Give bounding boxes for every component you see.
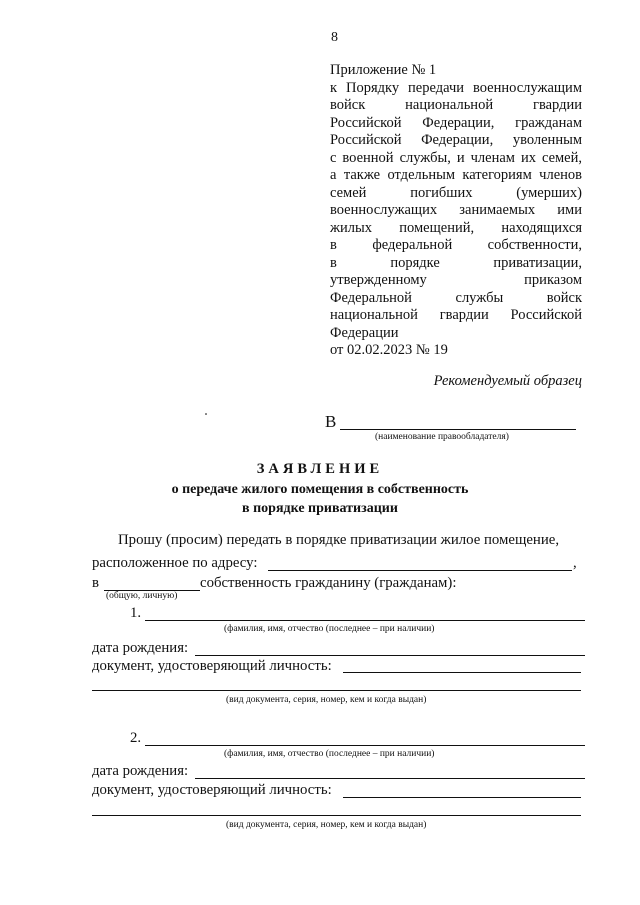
appendix-line: утвержденному приказом	[330, 272, 582, 288]
birth-date-label: дата рождения:	[92, 640, 189, 656]
fio-hint: (фамилия, имя, отчество (последнее – при наличии)	[224, 749, 435, 759]
appendix-line: Федеральной службы войск	[330, 289, 582, 306]
appendix-line: войск национальной гвардии	[330, 97, 582, 113]
birth-date-field[interactable]	[195, 778, 585, 779]
birth-date-label: дата рождения:	[92, 763, 189, 779]
appendix-line: в федеральной собственности,	[330, 237, 582, 253]
id-document-field-line2[interactable]	[92, 815, 581, 816]
id-document-hint: (вид документа, серия, номер, кем и когда выдан)	[226, 695, 427, 705]
ownership-text: собственность гражданину (гражданам):	[200, 575, 457, 591]
id-document-label: документ, удостоверяющий личность:	[92, 658, 332, 674]
document-subtitle-2: в порядке приватизации	[242, 501, 398, 516]
person-number: 1.	[130, 605, 142, 621]
recipient-field[interactable]	[340, 429, 576, 430]
appendix-line: Приложение № 1	[330, 62, 437, 78]
appendix-line: Федерации	[330, 324, 399, 341]
appendix-line: а также отдельным категориям членов	[330, 167, 582, 183]
recipient-prefix: В	[325, 412, 337, 431]
id-document-label: документ, удостоверяющий личность:	[92, 782, 332, 798]
recipient-hint: (наименование правообладателя)	[375, 432, 509, 442]
document-subtitle: о передаче жилого помещения в собственность	[171, 482, 469, 497]
appendix-line: к Порядку передачи военнослужащим	[330, 79, 582, 96]
appendix-block	[330, 62, 582, 360]
appendix-line: жилых помещений, находящихся	[330, 219, 582, 236]
id-document-hint: (вид документа, серия, номер, кем и когда выдан)	[226, 820, 427, 830]
address-label: расположенное по адресу:	[92, 555, 258, 571]
request-text: Прошу (просим) передать в порядке приватизации жилое помещение,	[118, 532, 560, 548]
fio-field[interactable]	[145, 745, 585, 746]
appendix-line: Российской Федерации, гражданам	[330, 114, 582, 131]
id-document-field[interactable]	[343, 672, 581, 673]
appendix-line: в порядке приватизации,	[330, 254, 582, 271]
address-comma: ,	[573, 555, 577, 571]
address-field[interactable]	[268, 570, 572, 571]
fio-field[interactable]	[145, 620, 585, 621]
appendix-line: с военной службы, и членам их семей,	[330, 149, 582, 166]
fio-hint: (фамилия, имя, отчество (последнее – при наличии)	[224, 624, 435, 634]
appendix-line: Российской Федерации, уволенным	[330, 132, 582, 148]
appendix-line: семей погибших (умерших)	[330, 184, 582, 201]
birth-date-field[interactable]	[195, 655, 585, 656]
page-number: 8	[331, 30, 338, 45]
appendix-line: национальной гвардии Российской	[330, 307, 582, 323]
person-number: 2.	[130, 730, 142, 746]
document-title: ЗАЯВЛЕНИЕ	[256, 461, 384, 477]
appendix-line: от 02.02.2023 № 19	[330, 342, 448, 358]
appendix-line: военнослужащих занимаемых ими	[330, 202, 582, 218]
in-label: в	[92, 575, 99, 591]
ownership-hint: (общую, личную)	[106, 591, 178, 601]
sample-label: Рекомендуемый образец	[433, 373, 582, 389]
scan-speck	[205, 413, 207, 415]
id-document-field[interactable]	[343, 797, 581, 798]
id-document-field-line2[interactable]	[92, 690, 581, 691]
